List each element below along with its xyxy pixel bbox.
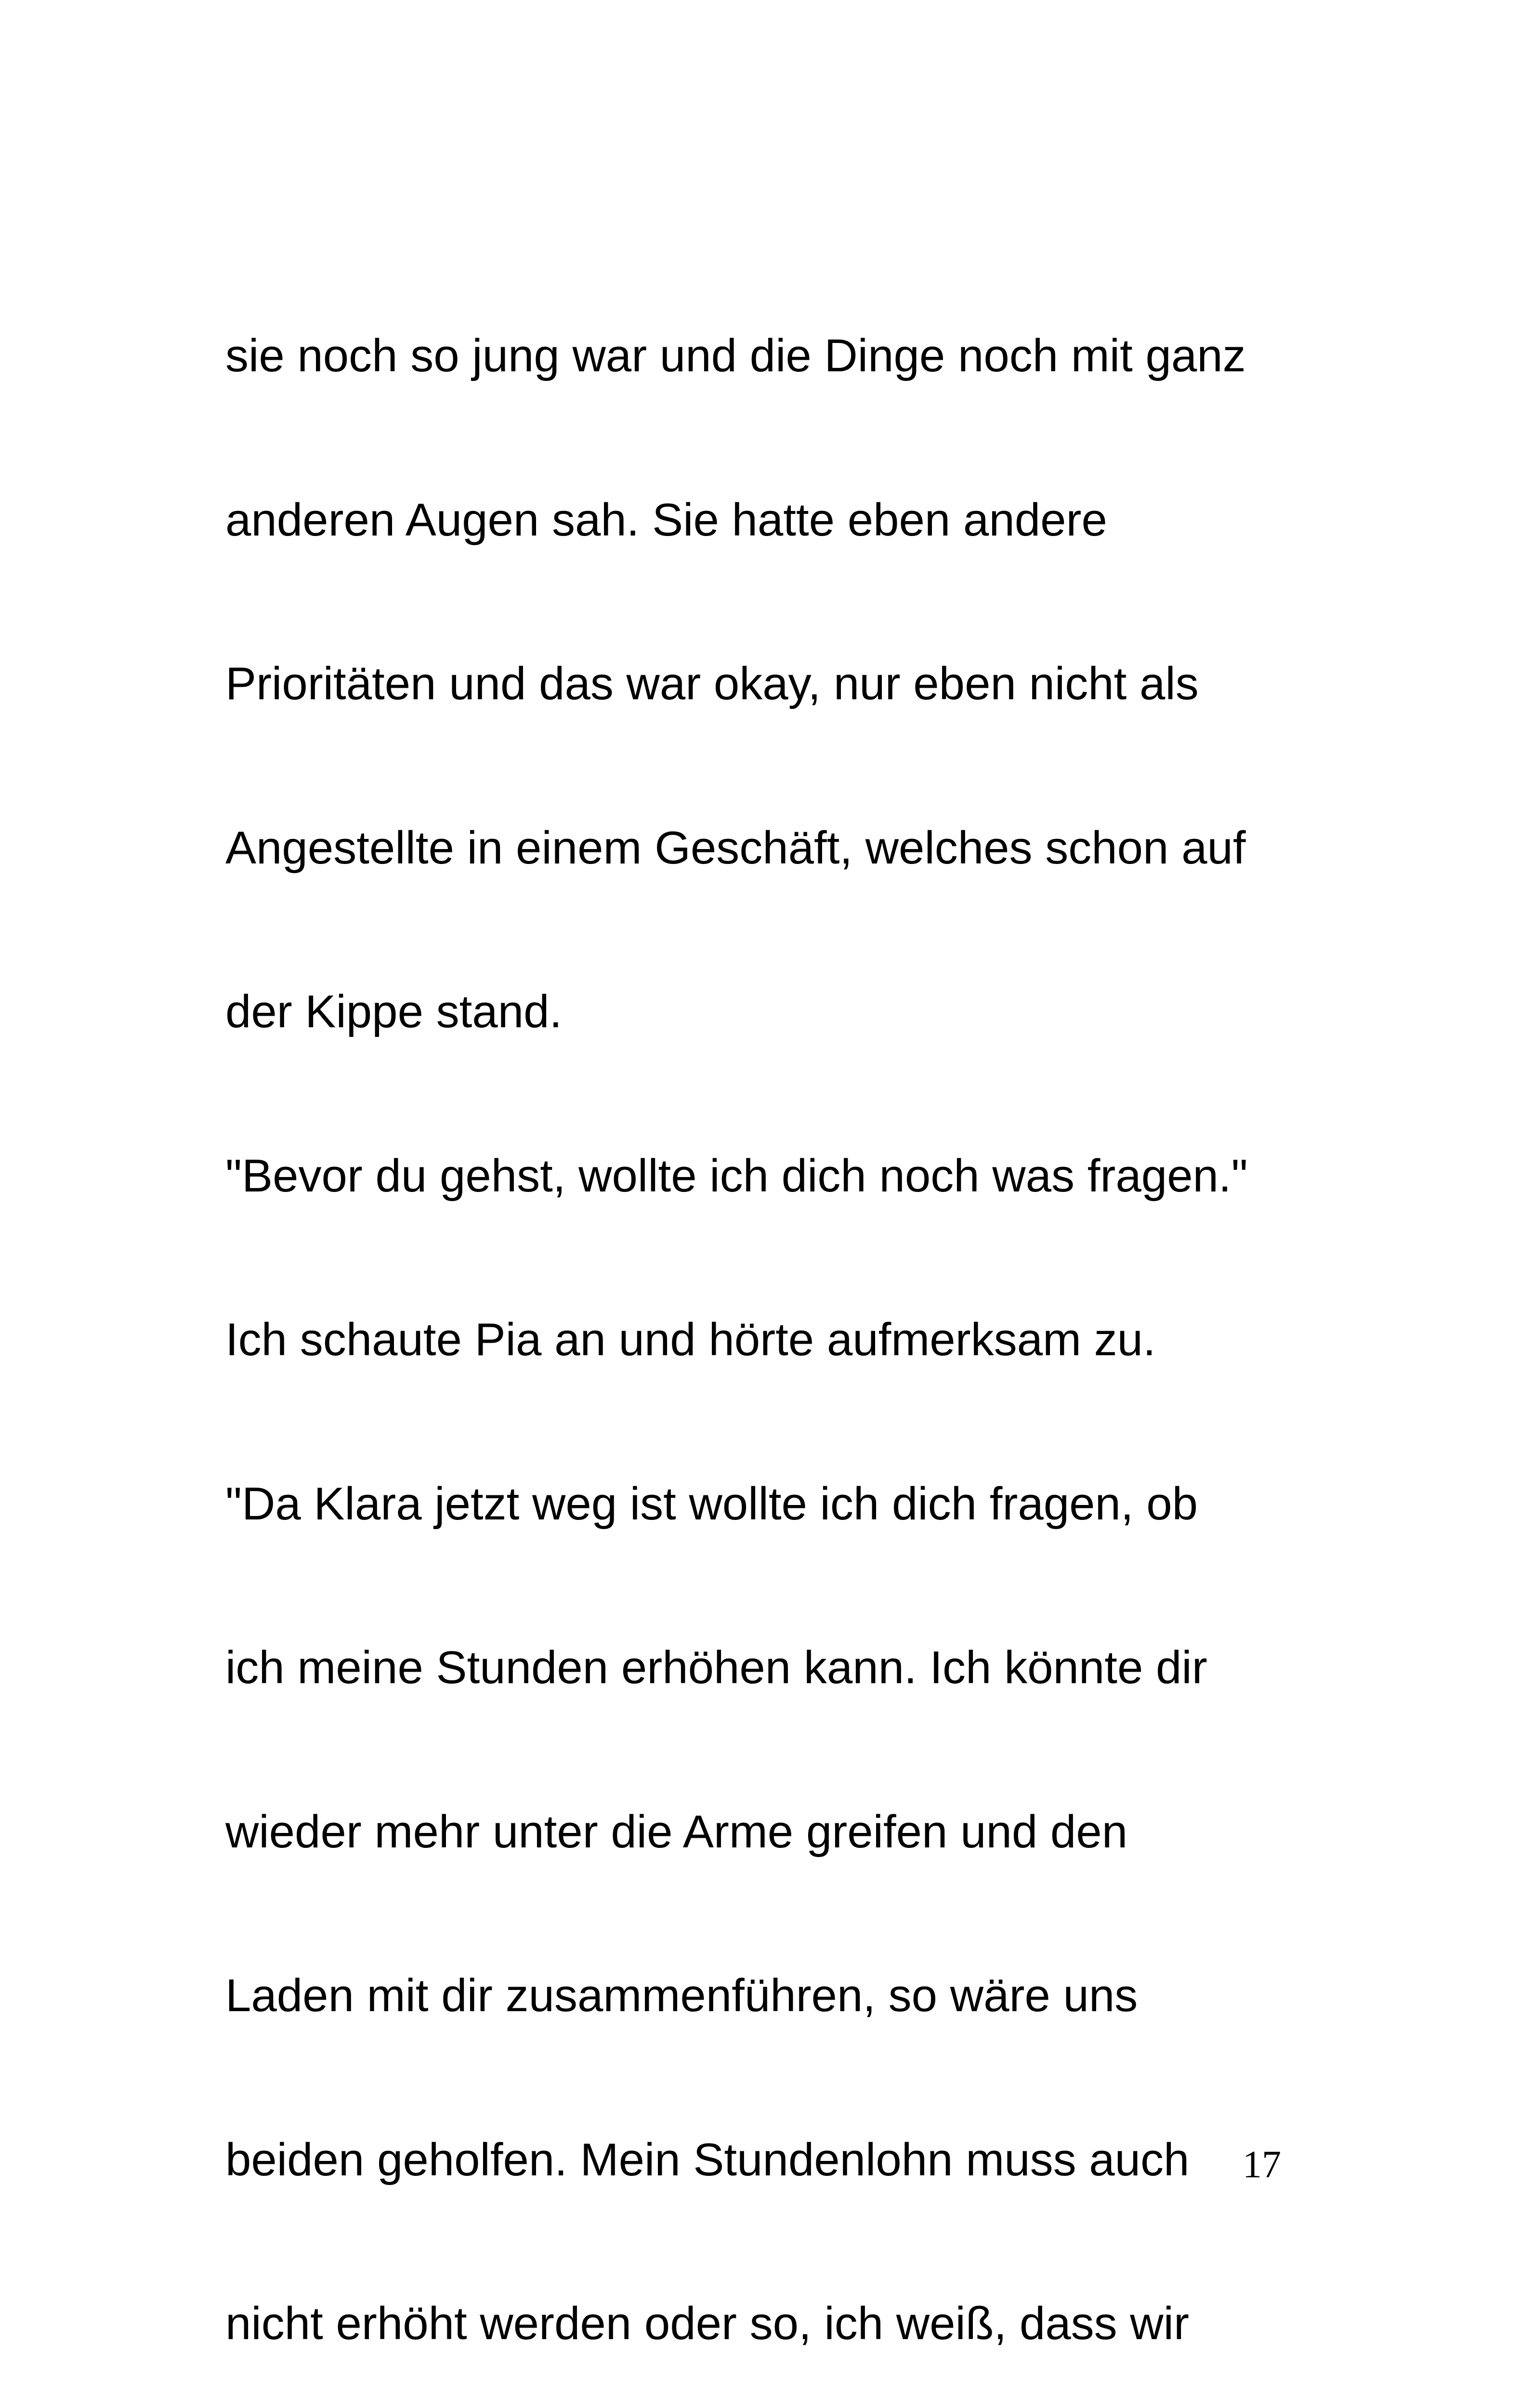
body-text (225, 219, 1314, 2408)
text-line: der Kippe stand. (225, 986, 563, 1037)
text-line: wieder mehr unter die Arme greifen und den (225, 1806, 1128, 1858)
text-line: sie noch so jung war und die Dinge noch mit ganz (225, 330, 1246, 381)
text-line: Ich schaute Pia an und hörte aufmerksam zu. (225, 1314, 1156, 1365)
text-line: Laden mit dir zusammenführen, so wäre uns (225, 1970, 1138, 2021)
text-line: anderen Augen sah. Sie hatte eben andere (225, 494, 1107, 546)
text-line: Angestellte in einem Geschäft, welches schon auf (225, 822, 1246, 874)
text-line: "Bevor du gehst, wollte ich dich noch was fragen." (225, 1150, 1248, 1202)
text-line: "Da Klara jetzt weg ist wollte ich dich fragen, ob (225, 1478, 1198, 1530)
text-line: Prioritäten und das war okay, nur eben nicht als (225, 658, 1199, 709)
text-line: nicht erhöht werden oder so, ich weiß, dass wir (225, 2298, 1189, 2349)
page-number: 17 (1243, 2144, 1281, 2186)
text-line: ich meine Stunden erhöhen kann. Ich könnte dir (225, 1642, 1207, 1693)
text-line: beiden geholfen. Mein Stundenlohn muss auch (225, 2133, 1190, 2186)
